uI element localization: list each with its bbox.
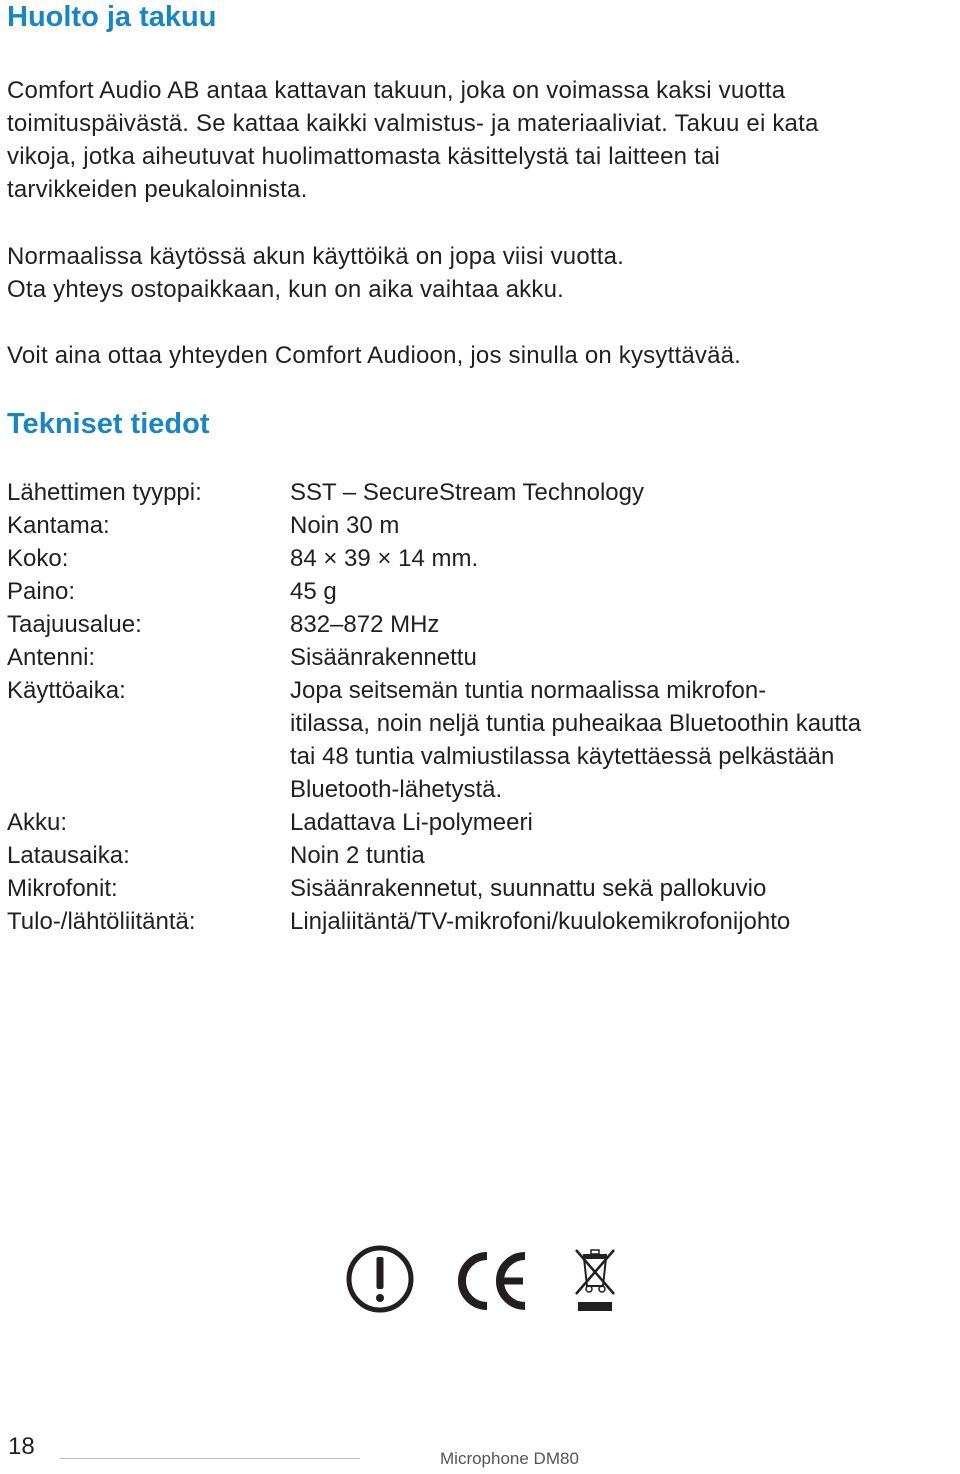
- spec-label: Kantama:: [7, 512, 110, 539]
- spec-row: [7, 542, 957, 575]
- spec-label: Käyttöaika:: [7, 677, 126, 704]
- spec-label: Akku:: [7, 809, 68, 836]
- spec-row: [7, 674, 957, 806]
- spec-value: 832–872 MHz: [290, 611, 440, 638]
- spec-row: [7, 476, 957, 509]
- spec-row: [7, 641, 957, 674]
- spec-value: Sisäänrakennetut, suunnattu sekä pallokuvio: [290, 875, 767, 902]
- spec-value: Noin 2 tuntia: [290, 842, 425, 869]
- battery-line: Normaalissa käytössä akun käyttöikä on jopa viisi vuotta.: [7, 243, 625, 270]
- spec-label: Koko:: [7, 545, 69, 572]
- spec-row: [7, 905, 957, 938]
- page-number: 18: [8, 1433, 35, 1460]
- warranty-line: tarvikkeiden peukaloinnista.: [7, 176, 308, 203]
- warranty-paragraph: [7, 74, 819, 206]
- spec-label: Paino:: [7, 578, 76, 605]
- spec-label: Tulo-/lähtöliitäntä:: [7, 908, 196, 935]
- spec-value: Jopa seitsemän tuntia normaalissa mikrofon- itilassa, noin neljä tuntia puheaikaa Bluetoothin kautta tai 48 tuntia valmiustilassa käytettäessä pelkästään Bluetooth-lähetystä.: [290, 677, 862, 803]
- spec-row: [7, 839, 957, 872]
- specs-heading: Tekniset tiedot: [7, 408, 210, 440]
- warning-icon: [344, 1244, 416, 1318]
- battery-paragraph: [7, 240, 624, 306]
- footer-divider: [60, 1458, 360, 1459]
- product-name: Microphone DM80: [440, 1449, 579, 1468]
- contact-line: Voit aina ottaa yhteyden Comfort Audioon, jos sinulla on kysyttävää.: [7, 342, 742, 369]
- spec-label: Latausaika:: [7, 842, 130, 869]
- contact-paragraph: [7, 339, 741, 372]
- spec-label: Taajuusalue:: [7, 611, 142, 638]
- spec-label: Mikrofonit:: [7, 875, 118, 902]
- ce-mark-icon: [453, 1252, 529, 1310]
- spec-label: Antenni:: [7, 644, 96, 671]
- weee-bin-icon: [572, 1244, 618, 1316]
- warranty-line: toimituspäivästä. Se kattaa kaikki valmistus- ja materiaaliviat. Takuu ei kata: [7, 110, 819, 137]
- warranty-line: vikoja, jotka aiheutuvat huolimattomasta käsittelystä tai laitteen tai: [7, 143, 721, 170]
- spec-row: [7, 806, 957, 839]
- spec-value: SST – SecureStream Technology: [290, 479, 644, 506]
- battery-line: Ota yhteys ostopaikkaan, kun on aika vaihtaa akku.: [7, 276, 564, 303]
- spec-row: [7, 575, 957, 608]
- spec-value: Sisäänrakennettu: [290, 644, 477, 671]
- specs-table: [7, 476, 957, 938]
- spec-row: [7, 608, 957, 641]
- spec-row: [7, 872, 957, 905]
- spec-row: [7, 509, 957, 542]
- spec-value: 45 g: [290, 578, 337, 605]
- service-heading: Huolto ja takuu: [7, 1, 217, 33]
- spec-value: 84 × 39 × 14 mm.: [290, 545, 479, 572]
- spec-value: Linjaliitäntä/TV-mikrofoni/kuulokemikrofonijohto: [290, 908, 791, 935]
- spec-value: Ladattava Li-polymeeri: [290, 809, 533, 836]
- spec-value: Noin 30 m: [290, 512, 400, 539]
- compliance-symbols: [340, 1244, 630, 1318]
- warranty-line: Comfort Audio AB antaa kattavan takuun, joka on voimassa kaksi vuotta: [7, 77, 786, 104]
- spec-label: Lähettimen tyyppi:: [7, 479, 202, 506]
